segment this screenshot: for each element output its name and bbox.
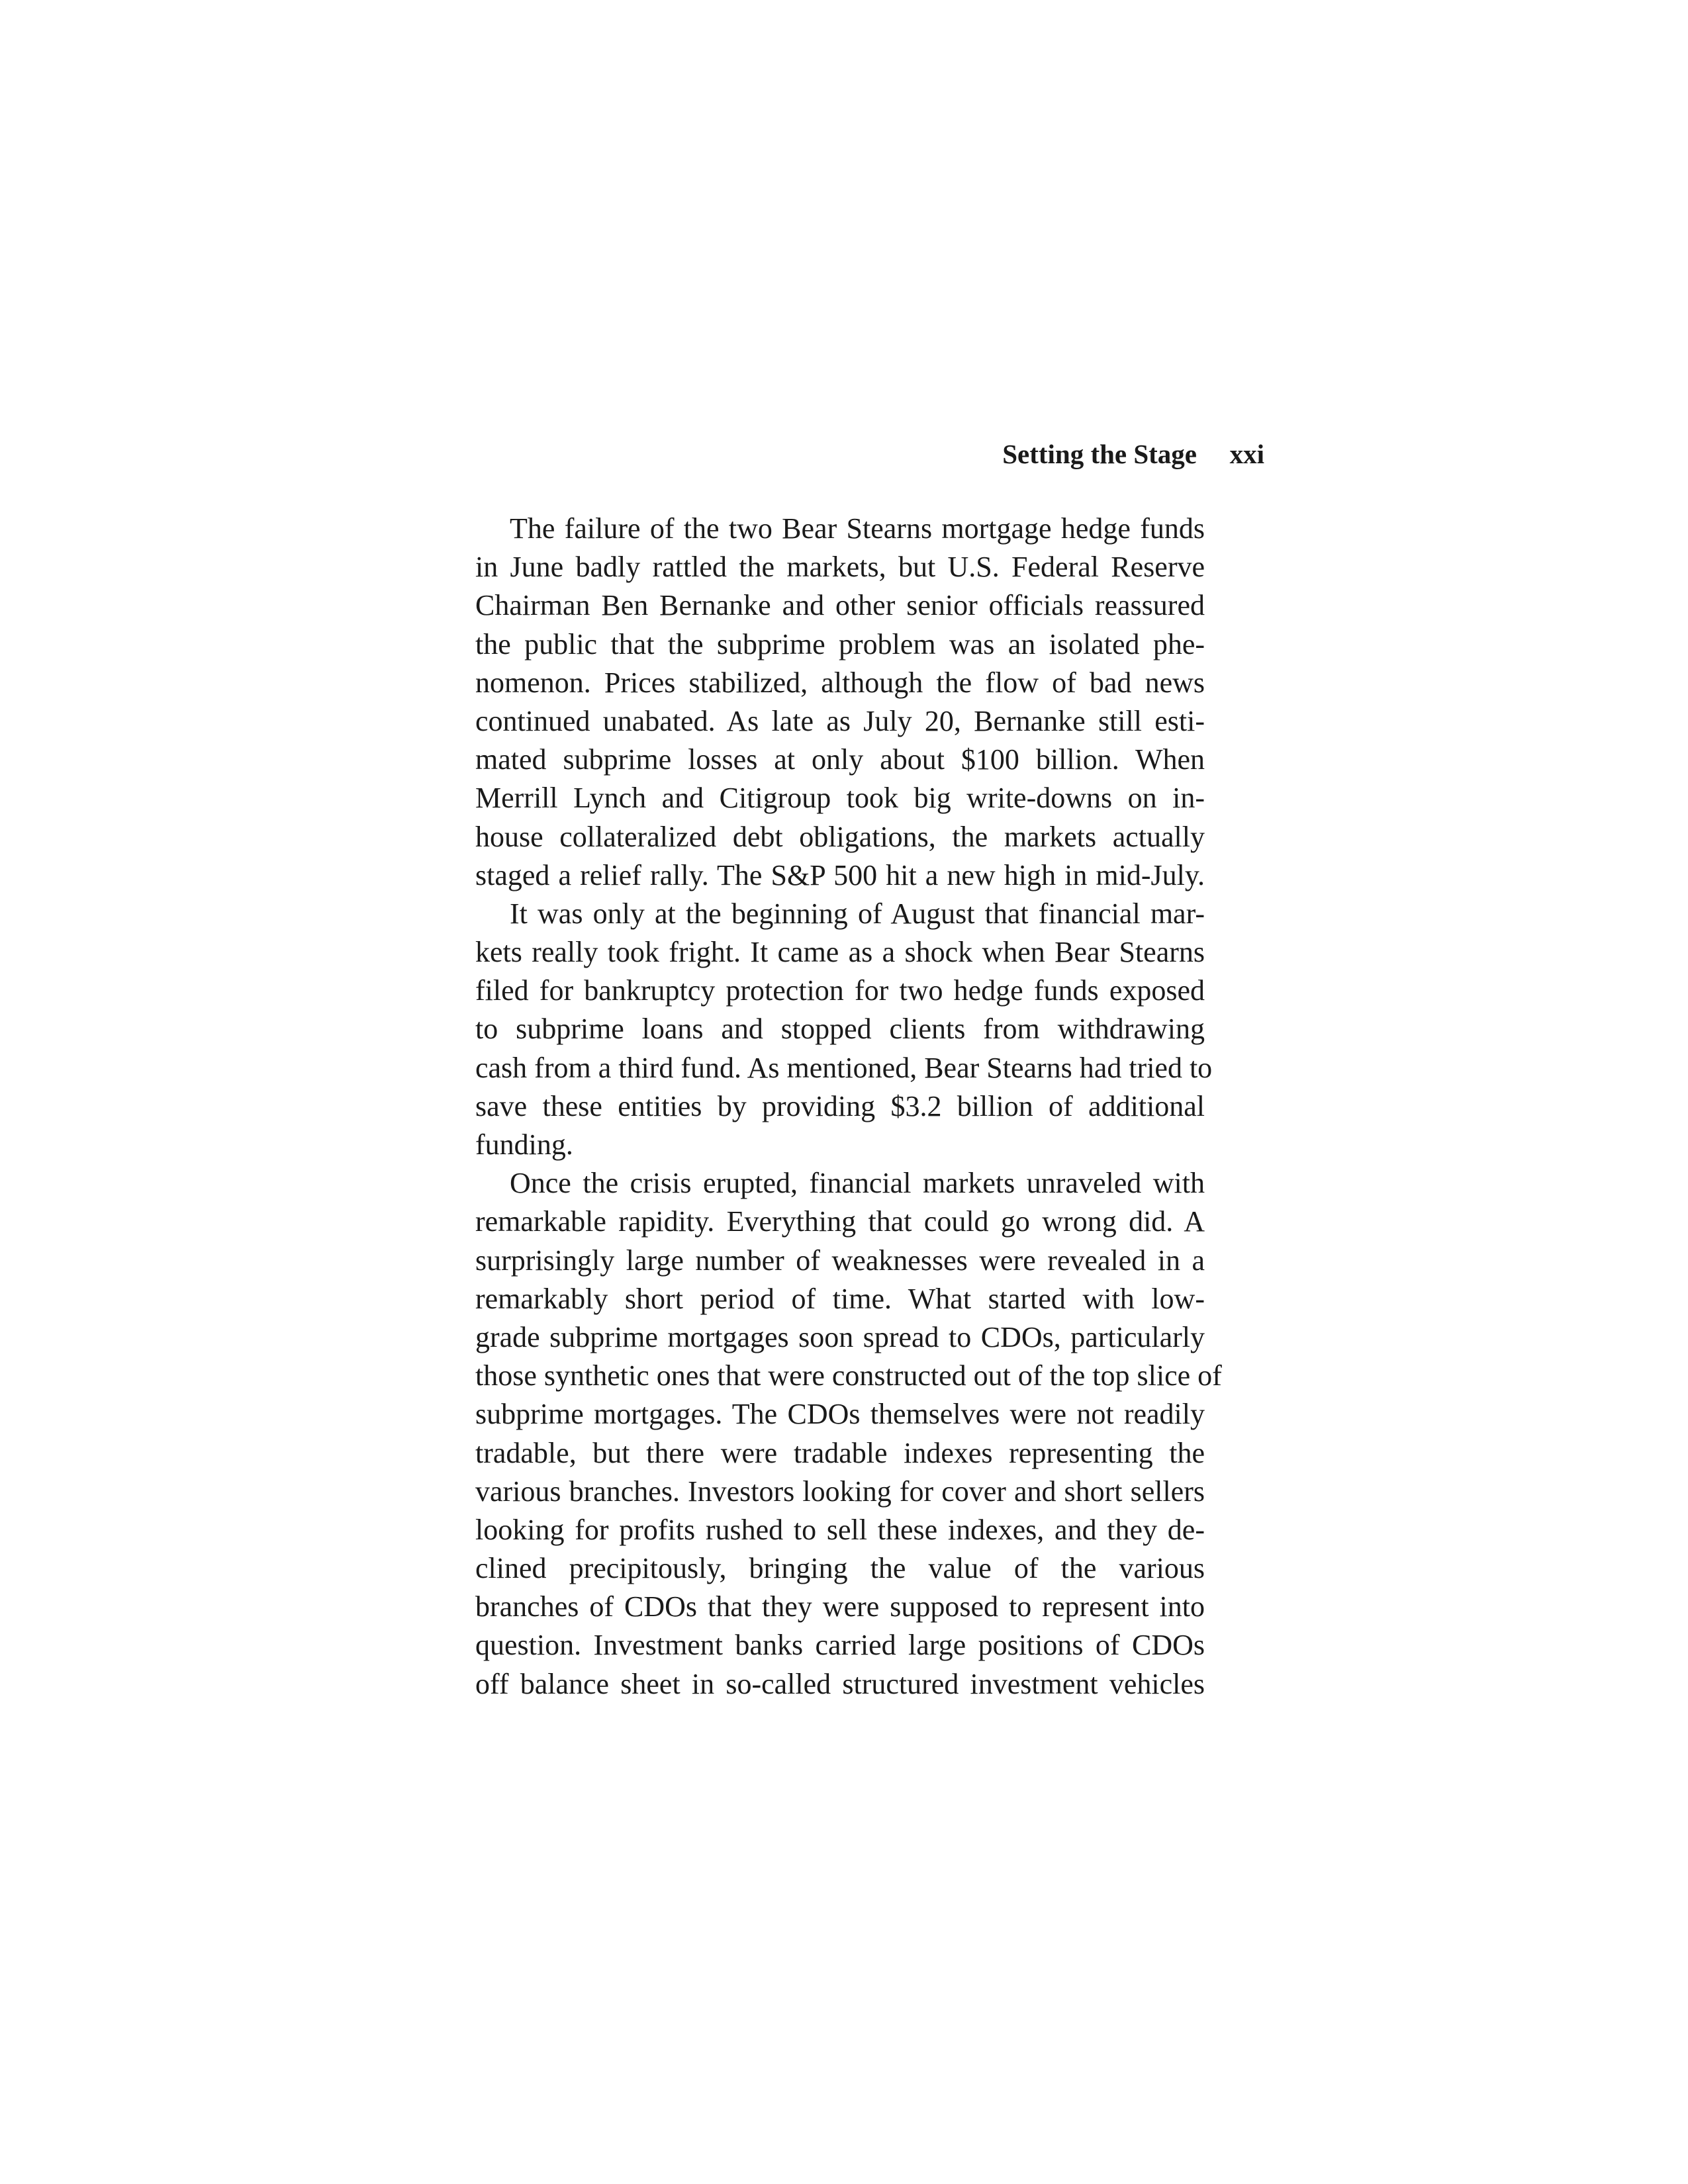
text-line: question. Investment banks carried large positions of CDOs <box>475 1629 1205 1662</box>
text-line: various branches. Investors looking for cover and short sellers <box>475 1475 1205 1508</box>
text-line: nomenon. Prices stabilized, although the flow of bad news <box>475 666 1205 699</box>
paragraph-1 <box>475 510 1205 895</box>
text-line: remarkable rapidity. Everything that could go wrong did. A <box>475 1205 1205 1238</box>
text-line: staged a relief rally. The S&P 500 hit a new high in mid-July. <box>475 858 1205 891</box>
text-line: surprisingly large number of weaknesses were revealed in a <box>475 1244 1205 1277</box>
text-line: subprime mortgages. The CDOs themselves were not readily <box>475 1398 1205 1431</box>
text-line: Merrill Lynch and Citigroup took big write-downs on in- <box>475 782 1205 815</box>
text-line: the public that the subprime problem was an isolated phe- <box>475 627 1205 660</box>
paragraph-3 <box>475 1164 1222 1704</box>
paragraph-2 <box>475 895 1213 1164</box>
text-line: funding. <box>475 1128 573 1161</box>
text-line: remarkably short period of time. What started with low- <box>475 1282 1205 1315</box>
text-line: those synthetic ones that were constructed out of the top slice of <box>475 1359 1222 1392</box>
text-line: filed for bankruptcy protection for two hedge funds exposed <box>475 974 1205 1007</box>
text-line: continued unabated. As late as July 20, Bernanke still esti- <box>475 704 1205 737</box>
page-number: xxi <box>1229 439 1264 469</box>
text-line: in June badly rattled the markets, but U.S. Federal Reserve <box>475 551 1205 584</box>
text-line: mated subprime losses at only about $100 billion. When <box>475 743 1205 776</box>
text-line: to subprime loans and stopped clients from withdrawing <box>475 1013 1205 1046</box>
text-line: clined precipitously, bringing the value of the various <box>475 1552 1205 1585</box>
text-line: tradable, but there were tradable indexes representing the <box>475 1436 1205 1469</box>
text-line: It was only at the beginning of August that financial mar- <box>510 897 1205 930</box>
running-head <box>475 434 1264 474</box>
text-line: kets really took fright. It came as a shock when Bear Stearns <box>475 936 1205 969</box>
body-text <box>475 510 1222 1704</box>
text-line: grade subprime mortgages soon spread to CDOs, particularly <box>475 1320 1205 1353</box>
running-head-title: Setting the Stage <box>1002 439 1197 469</box>
text-line: branches of CDOs that they were supposed to represent into <box>475 1590 1205 1623</box>
text-line: Chairman Ben Bernanke and other senior officials reassured <box>475 589 1205 622</box>
text-line: Once the crisis erupted, financial markets unraveled with <box>510 1167 1205 1200</box>
text-line: looking for profits rushed to sell these indexes, and they de- <box>475 1513 1205 1546</box>
text-line: The failure of the two Bear Stearns mortgage hedge funds <box>510 512 1205 545</box>
text-line: off balance sheet in so-called structured investment vehicles <box>475 1667 1205 1700</box>
text-line: house collateralized debt obligations, the markets actually <box>475 820 1205 853</box>
text-line: save these entities by providing $3.2 billion of additional <box>475 1089 1205 1122</box>
text-line: cash from a third fund. As mentioned, Bear Stearns had tried to <box>475 1051 1213 1084</box>
